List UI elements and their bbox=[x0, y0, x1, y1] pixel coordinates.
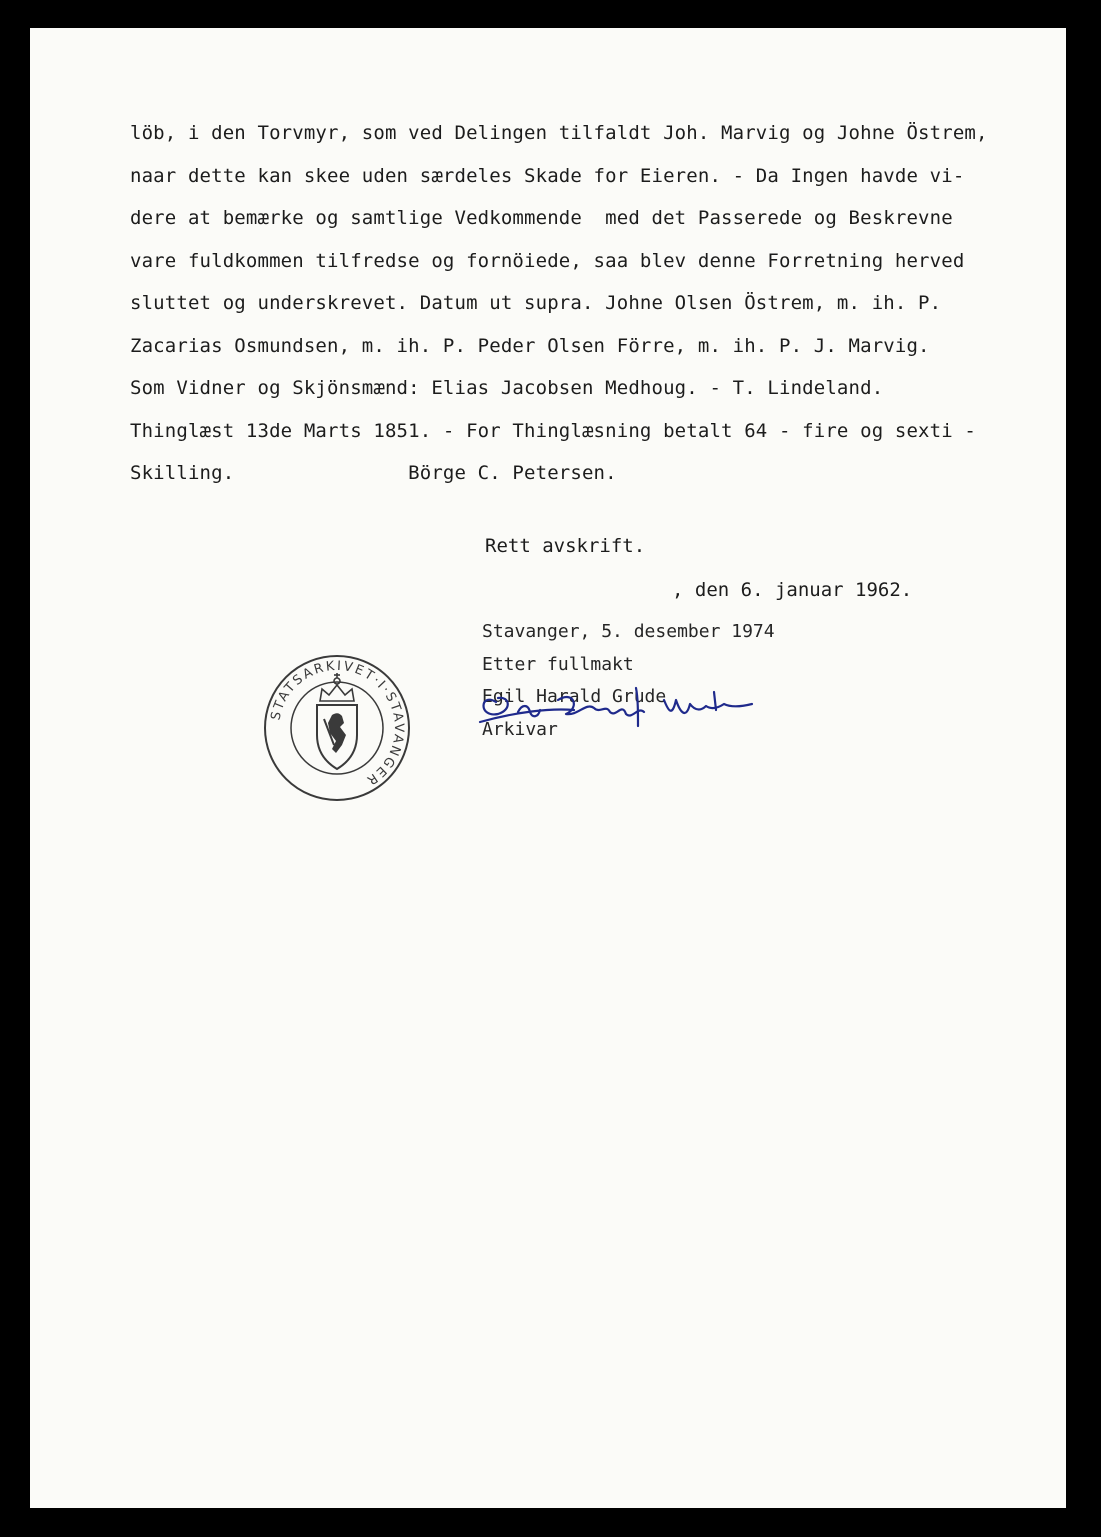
certifier-name: Egil Harald Grude bbox=[482, 686, 667, 707]
svg-text:STATSARKIVET·I·STAVANGER: STATSARKIVET·I·STAVANGER bbox=[268, 658, 407, 789]
text-line: Skilling. Börge C. Petersen. bbox=[130, 462, 617, 484]
text-line: dere at bemærke og samtlige Vedkommende med det Passerede og Beskrevne bbox=[130, 207, 953, 229]
certification-authority: Etter fullmakt bbox=[482, 653, 634, 675]
handwritten-signature bbox=[466, 678, 756, 738]
text-line: Som Vidner og Skjönsmænd: Elias Jacobsen Medhoug. - T. Lindeland. bbox=[130, 377, 884, 399]
text-line: naar dette kan skee uden særdeles Skade for Eieren. - Da Ingen havde vi- bbox=[130, 164, 965, 187]
certification-place-date: Stavanger, 5. desember 1974 bbox=[482, 621, 775, 642]
text-line: löb, i den Torvmyr, som ved Delingen tilfaldt Joh. Marvig og Johne Östrem, bbox=[130, 122, 988, 144]
rett-avskrift-note: Rett avskrift. bbox=[485, 535, 646, 557]
archive-seal-stamp bbox=[262, 653, 412, 803]
text-line: Thinglæst 13de Marts 1851. - For Thinglæsning betalt 64 - fire og sexti - bbox=[130, 419, 976, 442]
document-page bbox=[30, 28, 1066, 1508]
text-line: sluttet og underskrevet. Datum ut supra. Johne Olsen Östrem, m. ih. P. bbox=[130, 292, 942, 314]
transcript-body bbox=[130, 112, 988, 495]
transcript-date: , den 6. januar 1962. bbox=[672, 579, 913, 601]
text-line: vare fuldkommen tilfredse og fornöiede, saa blev denne Forretning herved bbox=[130, 249, 965, 272]
text-line: Zacarias Osmundsen, m. ih. P. Peder Olsen Förre, m. ih. P. J. Marvig. bbox=[130, 334, 930, 357]
certifier-title: Arkivar bbox=[482, 718, 558, 740]
